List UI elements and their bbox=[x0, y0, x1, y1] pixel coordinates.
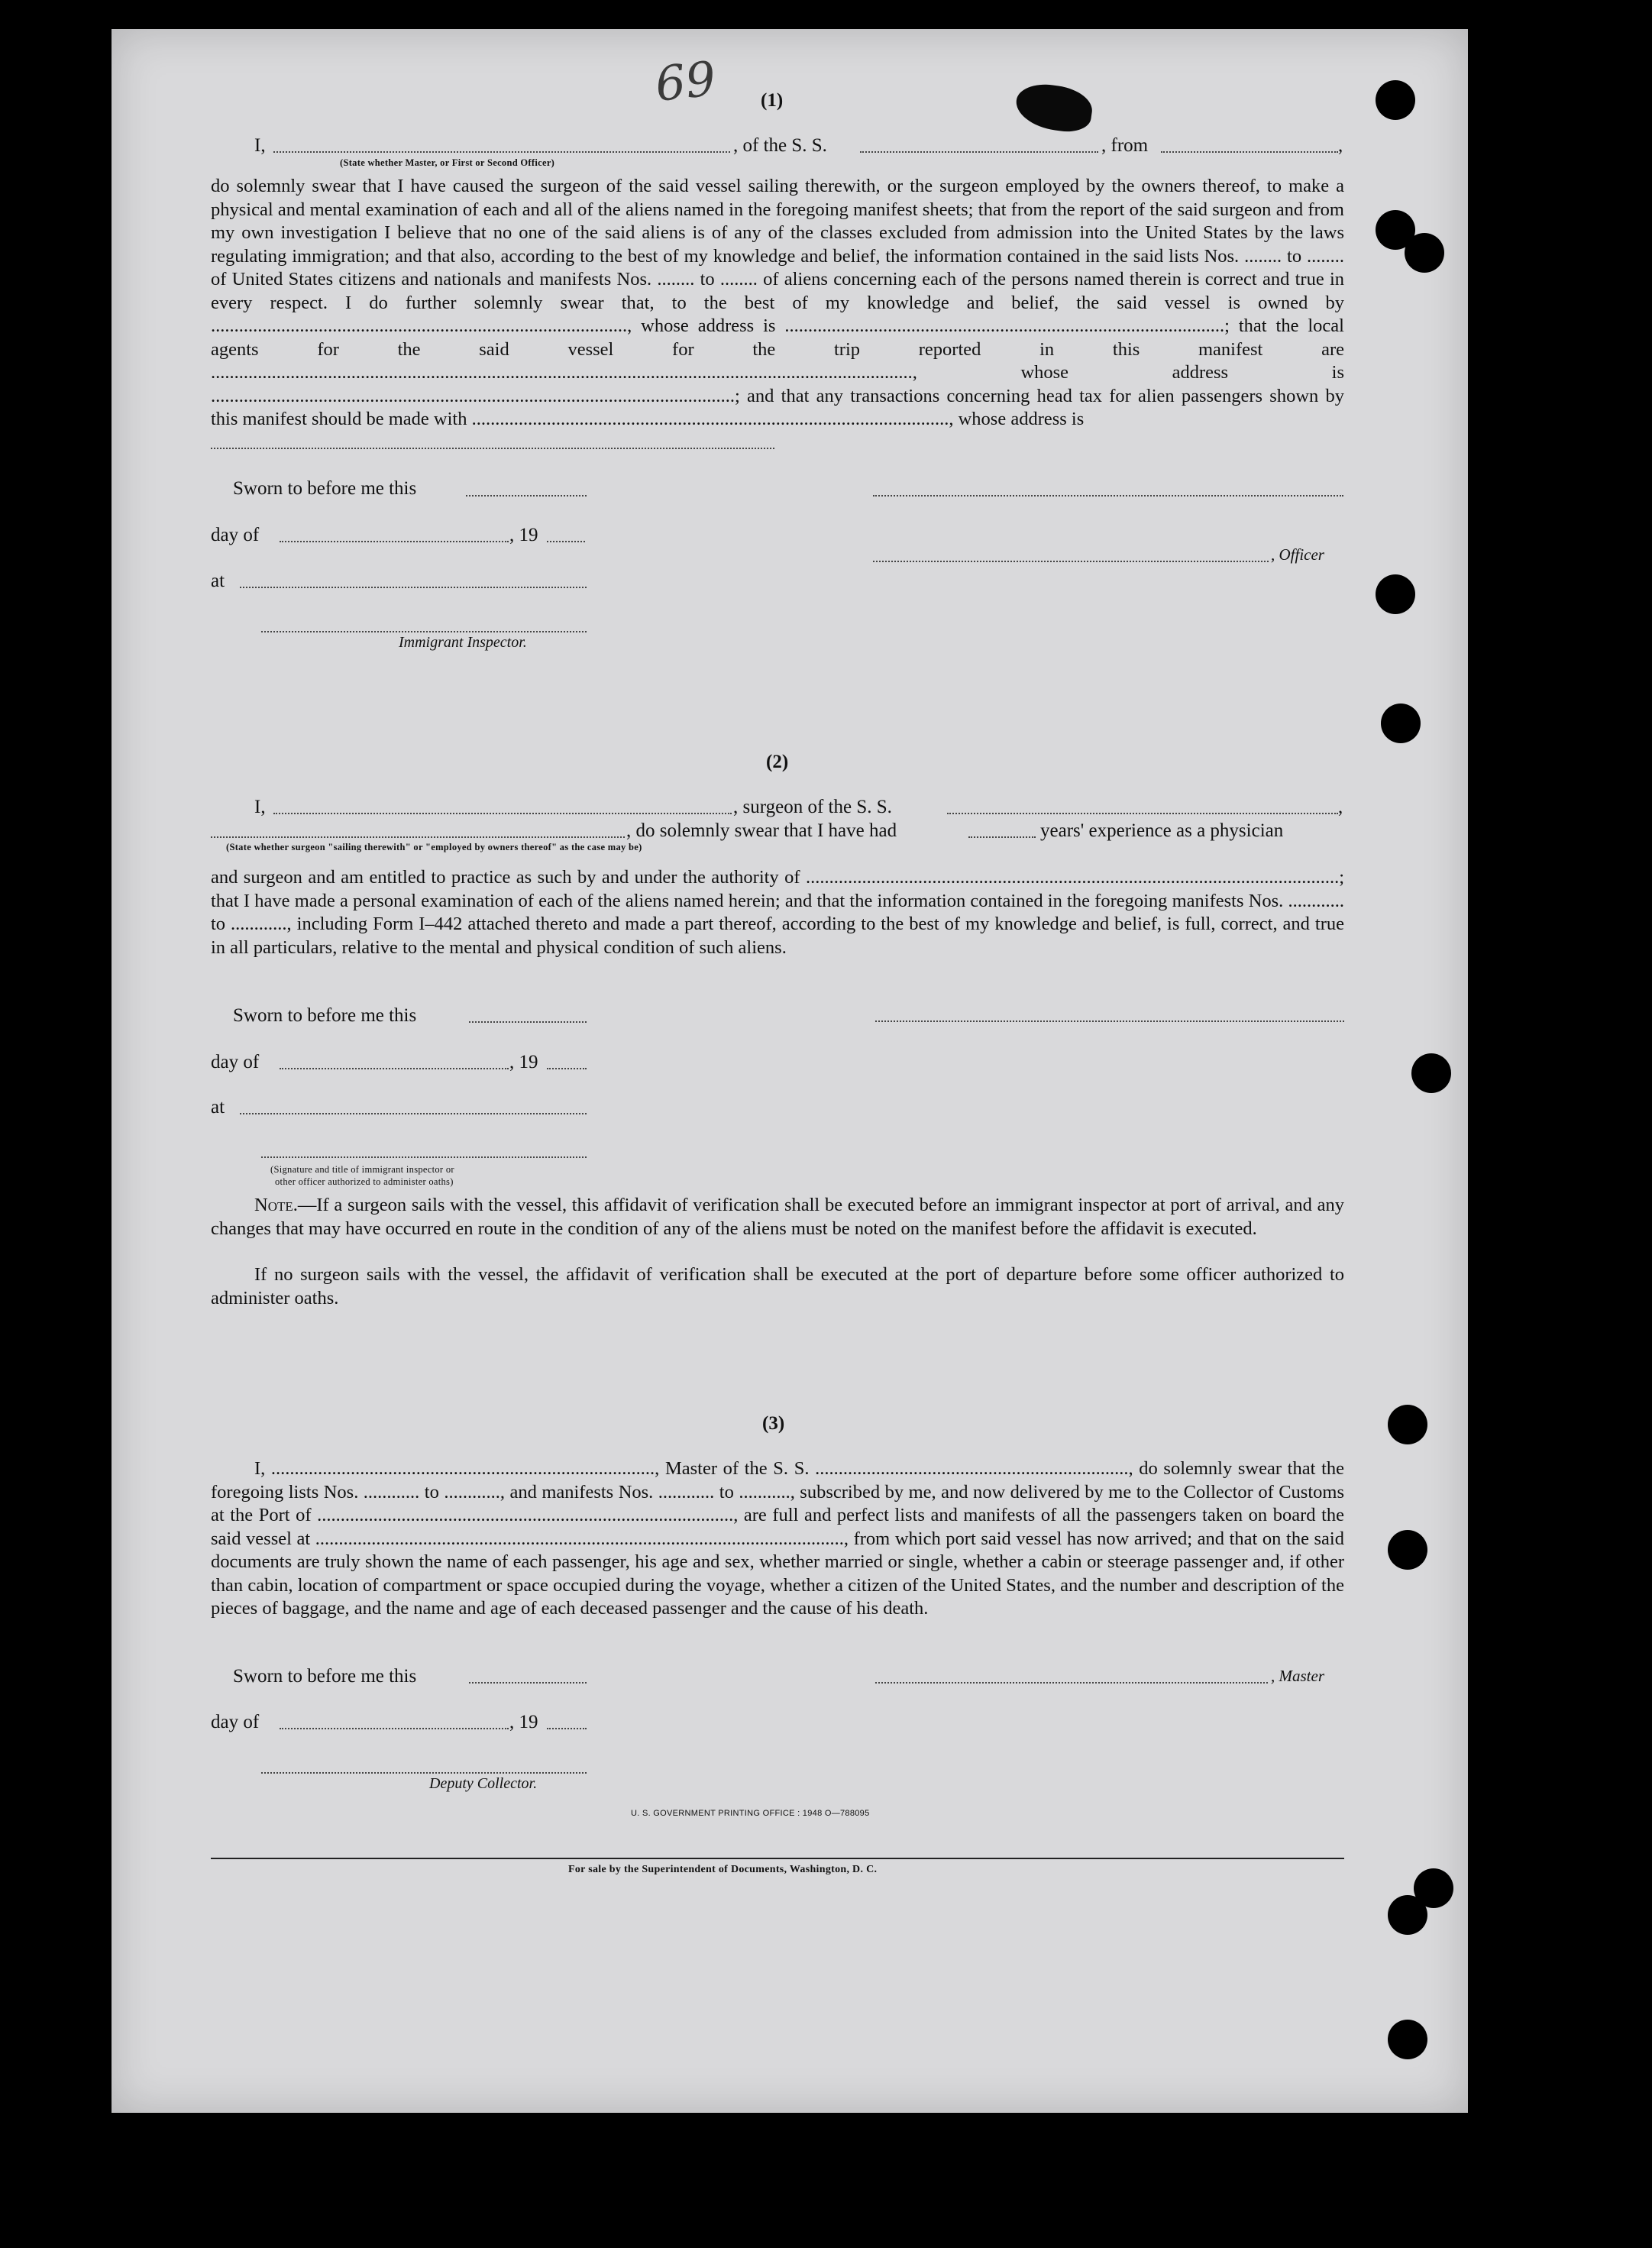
section2-signature-field[interactable] bbox=[875, 1020, 1344, 1022]
note-text: —If a surgeon sails with the vessel, this affidavit of verification shall be executed before an immigrant inspector at port of arrival, and any changes that may have occurred en route in the condition of any of the aliens must be noted on the manifest before the affidavit is executed. bbox=[211, 1195, 1344, 1239]
collector-label: Deputy Collector. bbox=[429, 1775, 538, 1792]
section1-at-label: at bbox=[211, 571, 225, 591]
footer-rule bbox=[211, 1858, 1344, 1859]
section2-heading: (2) bbox=[766, 752, 789, 772]
punch-hole bbox=[1388, 2020, 1427, 2059]
from-port-field[interactable] bbox=[1161, 151, 1338, 153]
section1-signature-field[interactable] bbox=[873, 495, 1343, 497]
section2-surgeon-label: , surgeon of the S. S. bbox=[733, 797, 892, 817]
section3-body: I, .................................................................................., Master of the S. S. ..................................................................., do solemnly swear that the foregoing lists Nos. ............ to ............, and manifests Nos. ............ to ..........., subscribed by me, and now delivered by me to the Collector of Customs at the Port of ........................................................................................., are full and perfect lists and manifests of all the passengers taken on board the said vessel at ................................................................................................................., from which port said vessel has now arrived; and that on the said documents are truly shown the name of each passenger, his age and sex, whether married or single, whether a cabin or steerage passenger and, if other than cabin, location of compartment or space occupied during the voyage, whether a citizen of the United States, and the number and description of the pieces of baggage, and the name and age of each deceased passenger and the cause of his death. bbox=[211, 1458, 1344, 1619]
surgeon-name-field[interactable] bbox=[273, 813, 732, 814]
years-experience-field[interactable] bbox=[968, 836, 1036, 838]
section1-year-label: , 19 bbox=[509, 525, 538, 545]
inspector-signature-field[interactable] bbox=[261, 631, 587, 632]
section2-inspector-field[interactable] bbox=[261, 1156, 587, 1158]
handwritten-page-number: 69 bbox=[652, 50, 719, 112]
section1-body: do solemnly swear that I have caused the surgeon of the said vessel sailing therewith, or the surgeon employed by the owners thereof, to make a physical and mental examination of each and all of the aliens named in the foregoing manifest sheets; that from the report of the said surgeon and from my own investigation I believe that no one of the said aliens is of any of the classes excluded from admission into the United States by the laws regulating immigration; and that also, according to the best of my knowledge and belief, the information contained in the said lists Nos. ........ to ........ of United States citizens and nationals and manifests Nos. ........ to ........ of aliens concerning each of the persons named therein is correct and true in every respect. I do further solemnly swear that, to the best of my knowledge and belief, the said vessel is owned by ........................................................................................., whose address is ..............................................................................................; that the local agents for the said vessel for the trip reported in this manifest are ......................................................................................................................................................, whose address is ................................................................................................................; and that any transactions concerning head tax for alien passengers shown by this manifest should be made with ......................................................................................................, whose address is bbox=[211, 176, 1344, 429]
surgeon-status-field[interactable] bbox=[211, 836, 625, 838]
punch-hole bbox=[1411, 1053, 1451, 1093]
section2-day-of-label: day of bbox=[211, 1052, 260, 1072]
officer-signature-field[interactable] bbox=[873, 561, 1269, 562]
section3-heading: (3) bbox=[762, 1413, 785, 1434]
note-paragraph bbox=[211, 1194, 1344, 1240]
note-text-2: If no surgeon sails with the vessel, the affidavit of verification shall be executed at the port of departure before some officer authorized to administer oaths. bbox=[211, 1264, 1344, 1308]
section2-year-field[interactable] bbox=[547, 1068, 587, 1069]
section1-sworn-field[interactable] bbox=[466, 495, 587, 497]
surgeon-caption: (State whether surgeon "sailing therewith" or "employed by owners thereof" as the case may be) bbox=[226, 842, 642, 852]
section3-day-of-label: day of bbox=[211, 1712, 260, 1732]
section2-swear-label: , do solemnly swear that I have had bbox=[626, 820, 897, 841]
section1-sworn-label: Sworn to before me this bbox=[233, 478, 417, 499]
section3-year-field[interactable] bbox=[547, 1728, 587, 1729]
punch-hole bbox=[1376, 80, 1415, 120]
section2-at-field[interactable] bbox=[240, 1113, 587, 1114]
section1-heading: (1) bbox=[761, 90, 784, 111]
punch-hole bbox=[1376, 574, 1415, 614]
punch-hole bbox=[1388, 1895, 1427, 1935]
punch-hole bbox=[1388, 1530, 1427, 1570]
section2-day-field[interactable] bbox=[280, 1068, 509, 1069]
section2-vessel-field[interactable] bbox=[947, 813, 1338, 814]
section2-body: and surgeon and am entitled to practice as such by and under the authority of ..................................................................................................................; that I have made a personal examination of each of the aliens named herein; and that the information contained in the foregoing manifests Nos. ............ to ............, including Form I–442 attached thereto and made a part thereof, according to the best of my knowledge and belief, is full, correct, and true in all particulars, relative to the mental and physical condition of such aliens. bbox=[211, 867, 1344, 958]
section2-comma: , bbox=[1338, 797, 1343, 817]
section1-ss-label: , of the S. S. bbox=[733, 135, 827, 156]
section2-at-label: at bbox=[211, 1097, 225, 1118]
section3-sworn-field[interactable] bbox=[469, 1682, 587, 1684]
master-label: , Master bbox=[1271, 1667, 1324, 1685]
officer-label: , Officer bbox=[1271, 545, 1324, 564]
section1-comma: , bbox=[1338, 135, 1343, 156]
signature-caption-1: (Signature and title of immigrant inspector or bbox=[270, 1164, 454, 1175]
section1-day-field[interactable] bbox=[280, 541, 509, 542]
section1-day-of-label: day of bbox=[211, 525, 260, 545]
section1-from-label: , from bbox=[1101, 135, 1149, 156]
officer-name-field[interactable] bbox=[273, 151, 730, 153]
punch-hole bbox=[1381, 704, 1421, 743]
section1-i-label: I, bbox=[254, 135, 266, 156]
section2-sworn-field[interactable] bbox=[469, 1021, 587, 1023]
section3-sworn-label: Sworn to before me this bbox=[233, 1666, 417, 1687]
for-sale-imprint: For sale by the Superintendent of Documents, Washington, D. C. bbox=[568, 1864, 878, 1875]
section2-experience-label: years' experience as a physician bbox=[1040, 820, 1284, 841]
printing-office-imprint: U. S. GOVERNMENT PRINTING OFFICE : 1948 O—788095 bbox=[631, 1809, 870, 1818]
collector-signature-field[interactable] bbox=[261, 1772, 587, 1774]
punch-hole bbox=[1388, 1405, 1427, 1444]
section1-at-field[interactable] bbox=[240, 587, 587, 588]
note-label: Note. bbox=[254, 1195, 298, 1215]
head-tax-address-field[interactable] bbox=[211, 448, 774, 449]
inspector-label: Immigrant Inspector. bbox=[399, 634, 527, 651]
punch-hole bbox=[1405, 233, 1444, 273]
section2-sworn-label: Sworn to before me this bbox=[233, 1005, 417, 1026]
section2-year-label: , 19 bbox=[509, 1052, 538, 1072]
master-signature-field[interactable] bbox=[875, 1682, 1268, 1684]
signature-caption-2: other officer authorized to administer oaths) bbox=[275, 1176, 454, 1187]
section1-year-field[interactable] bbox=[547, 541, 585, 542]
vessel-name-field[interactable] bbox=[860, 151, 1098, 153]
section3-day-field[interactable] bbox=[280, 1728, 509, 1729]
section3-year-label: , 19 bbox=[509, 1712, 538, 1732]
officer-caption: (State whether Master, or First or Second Officer) bbox=[340, 157, 555, 168]
section2-i-label: I, bbox=[254, 797, 266, 817]
